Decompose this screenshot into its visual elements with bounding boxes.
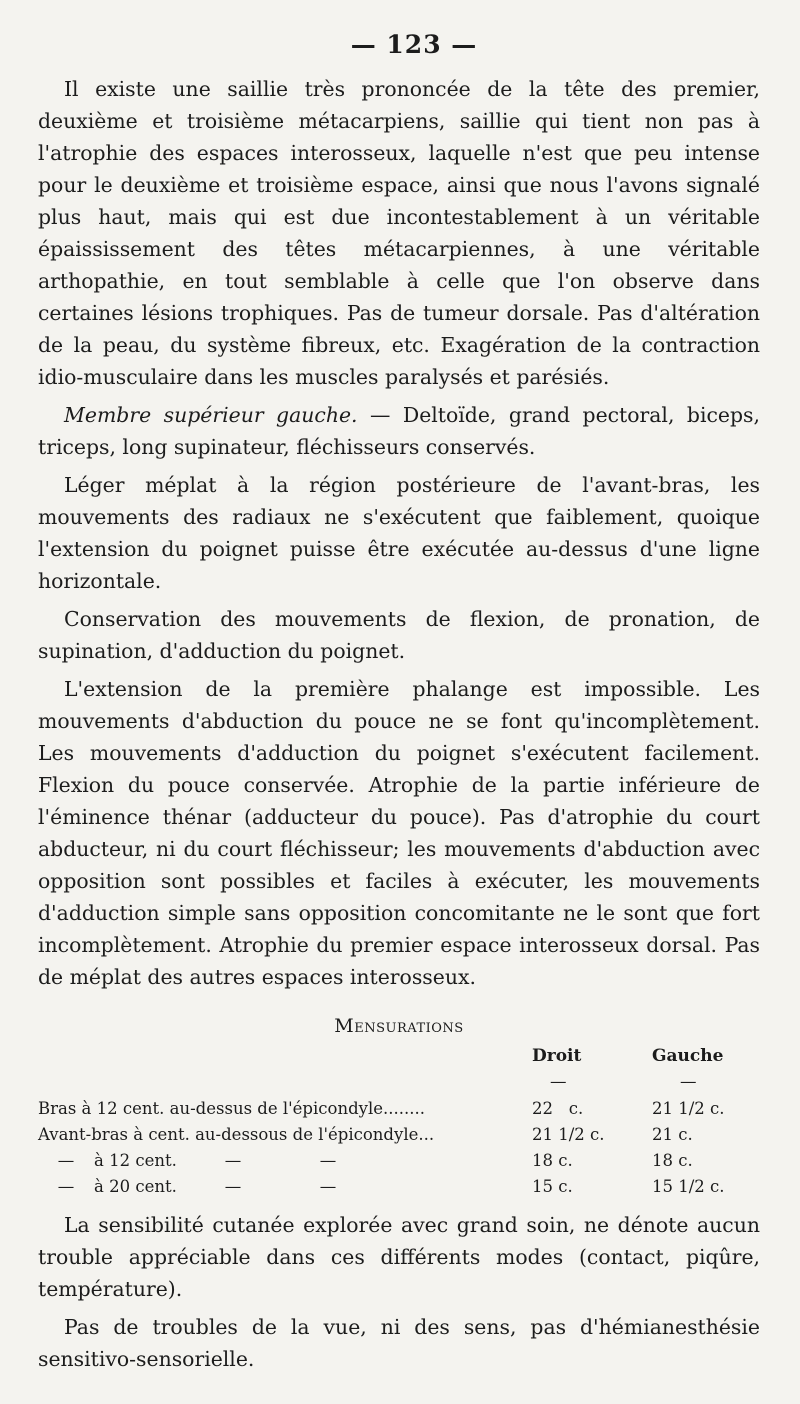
dash: —	[680, 1072, 697, 1091]
ditto-dash: —	[319, 1176, 337, 1196]
value-droit: 15 c.	[532, 1176, 573, 1196]
table-row	[38, 1121, 760, 1147]
page-number: — 123 —	[350, 30, 478, 59]
mensurations-table	[38, 1043, 760, 1199]
value-gauche: 15 1/2 c.	[652, 1176, 725, 1196]
table-header-row	[38, 1043, 760, 1069]
mensurations-heading: Mensurations	[334, 1015, 464, 1037]
value-droit: 22 c.	[532, 1098, 584, 1118]
section-title: Membre supérieur gauche.	[64, 403, 358, 427]
table-row	[38, 1147, 760, 1173]
ditto-dash: —	[224, 1176, 242, 1196]
header-gauche: Gauche	[652, 1046, 724, 1066]
row-label: Avant-bras à cent. au-dessous de l'épicondyle...	[38, 1124, 435, 1144]
ditto-dash: —	[224, 1150, 242, 1170]
paragraph-membre	[38, 399, 760, 463]
paragraph: Il existe une saillie très prononcée de la tête des premier, deuxième et troisième métacarpiens, saillie qui tient non pas à l'atrophie des espaces interosseux, laquelle n'est que peu intense pour le deuxième et troisième espace, ainsi que nous l'avons signalé plus haut, mais qui est due incontestablement à un véritable épaississement des têtes métacarpiennes, à une véritable arthopathie, en tout semblable à celle que l'on observe dans certaines lésions trophiques. Pas de tumeur dorsale. Pas d'altération de la peau, du système fibreux, etc. Exagération de la contraction idio-musculaire dans les muscles paralysés et parésiés.	[38, 77, 760, 389]
value-droit: 21 1/2 c.	[532, 1124, 605, 1144]
header-droit: Droit	[532, 1046, 582, 1066]
value-gauche: 18 c.	[652, 1150, 693, 1170]
ditto-dash: —	[57, 1150, 75, 1170]
table-row	[38, 1173, 760, 1199]
table-rule-row	[38, 1069, 760, 1095]
paragraph: Pas de troubles de la vue, ni des sens, pas d'hémianesthésie sensitivo-sensorielle.	[38, 1315, 760, 1371]
paragraph: La sensibilité cutanée explorée avec grand soin, ne dénote aucun trouble appréciable dans ces différents modes (contact, piqûre, température).	[38, 1213, 760, 1301]
value-gauche: 21 c.	[652, 1124, 693, 1144]
dash: —	[550, 1072, 567, 1091]
ditto-dash: —	[57, 1176, 75, 1196]
value-gauche: 21 1/2 c.	[652, 1098, 725, 1118]
row-label	[38, 1173, 522, 1199]
row-label: Bras à 12 cent. au-dessus de l'épicondyle........	[38, 1098, 425, 1118]
ditto-dash: —	[319, 1150, 337, 1170]
paragraph: Conservation des mouvements de flexion, de pronation, de supination, d'adduction du poignet.	[38, 607, 760, 663]
table-row	[38, 1095, 760, 1121]
paragraph: Léger méplat à la région postérieure de l'avant-bras, les mouvements des radiaux ne s'exécutent que faiblement, quoique l'extension du poignet puisse être exécutée au-dessus d'une ligne horizontale.	[38, 473, 760, 593]
value-droit: 18 c.	[532, 1150, 573, 1170]
row-position: à 20 cent.	[94, 1176, 177, 1196]
row-position: à 12 cent.	[94, 1150, 177, 1170]
paragraph: L'extension de la première phalange est impossible. Les mouvements d'abduction du pouce ne se font qu'incomplètement. Les mouvements d'adduction du poignet s'exécutent facilement. Flexion du pouce conservée. Atrophie de la partie inférieure de l'éminence thénar (adducteur du pouce). Pas d'atrophie du court abducteur, ni du court fléchisseur; les mouvements d'abduction avec opposition sont possibles et faciles à exécuter, les mouvements d'adduction simple sans opposition concomitante ne le sont que fort incomplètement. Atrophie du premier espace interosseux dorsal. Pas de méplat des autres espaces interosseux.	[38, 677, 760, 989]
row-label	[38, 1147, 522, 1173]
paragraph-text: — Deltoïde, grand pectoral, biceps, triceps, long supinateur, fléchisseurs conservés.	[38, 403, 760, 459]
